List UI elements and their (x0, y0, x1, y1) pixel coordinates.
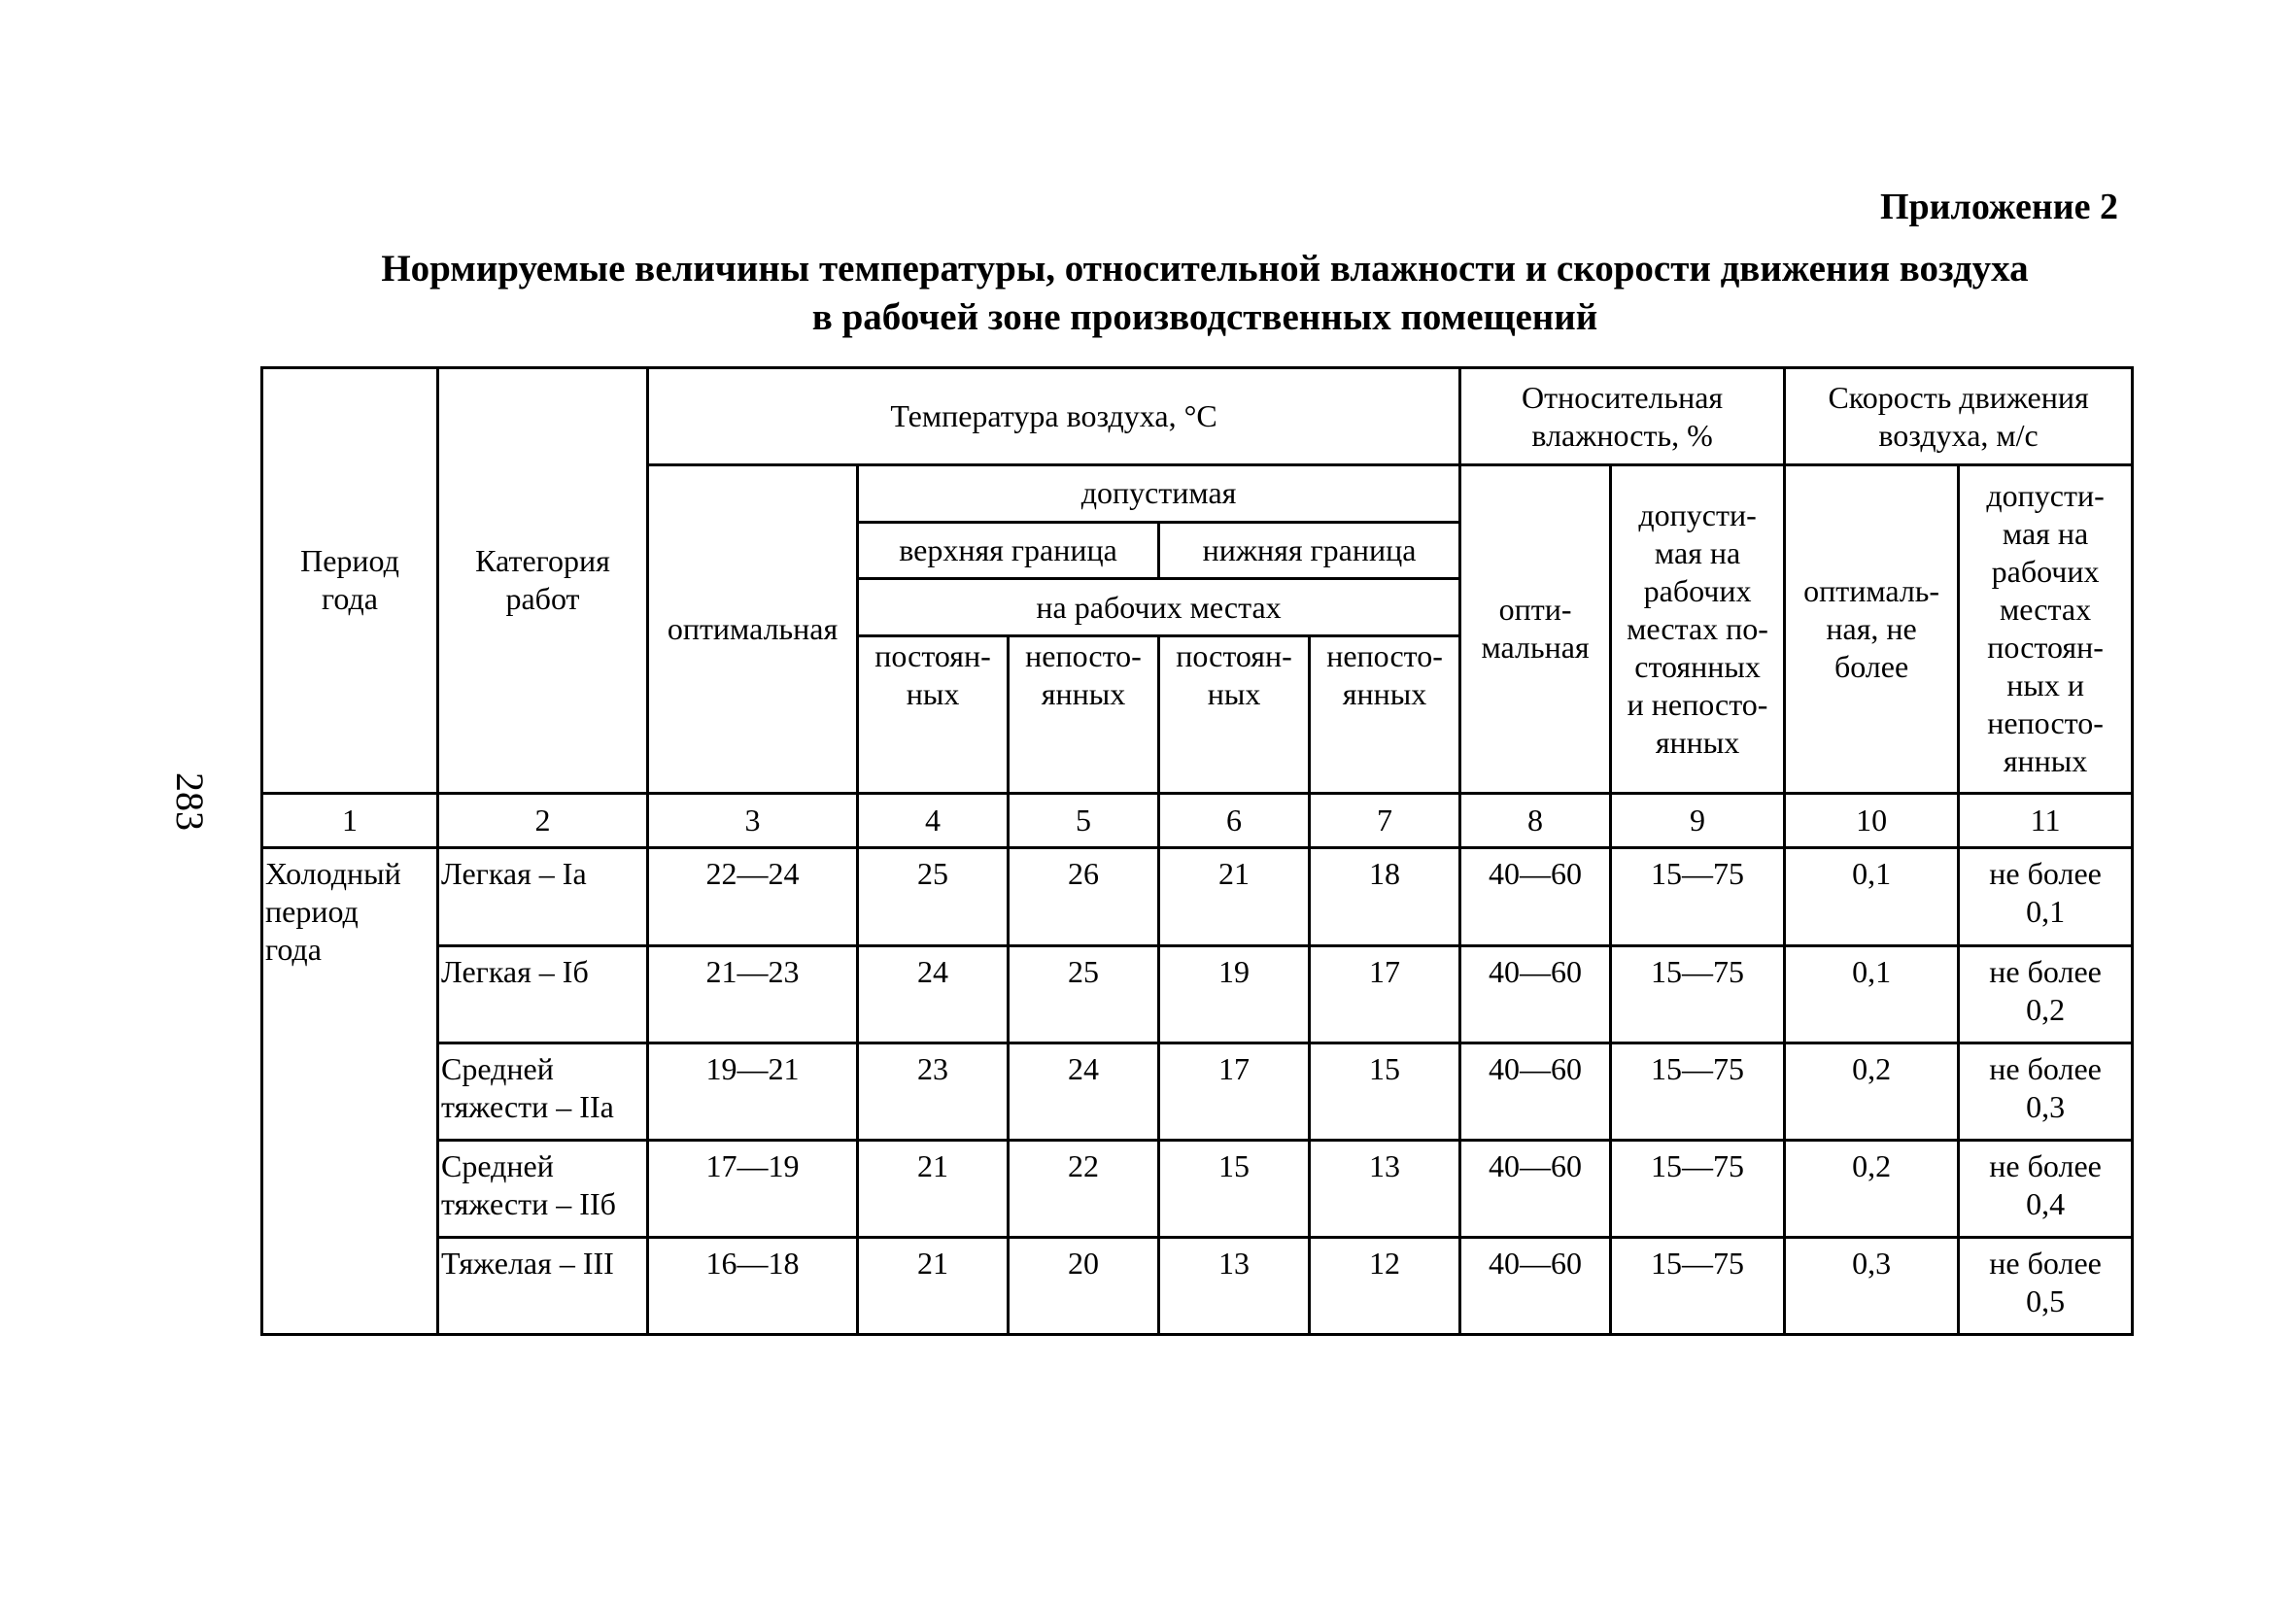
norms-table (260, 366, 2134, 1336)
header-speed-optimal-line: оптималь- (1803, 572, 1940, 608)
lower-nonpermanent-cell: 17 (1310, 945, 1460, 1043)
category-cell (438, 945, 648, 1043)
speed-allowed-cell (1959, 1043, 2133, 1140)
speed-allowed-cell (1959, 1140, 2133, 1237)
header-humidity-line: Относительная (1521, 379, 1724, 415)
temp-optimal-cell: 22—24 (648, 848, 858, 945)
lower-nonpermanent-cell: 15 (1310, 1043, 1460, 1140)
header-lower-nonpermanent (1310, 636, 1460, 794)
upper-permanent-cell: 23 (858, 1043, 1009, 1140)
column-number: 2 (438, 793, 648, 848)
humidity-allowed-cell: 15—75 (1611, 1237, 1785, 1334)
category-cell (438, 1237, 648, 1334)
header-lower-permanent (1159, 636, 1310, 794)
header-speed-line: воздуха, м/с (1878, 417, 2039, 453)
header-speed-allowed-line: мая на (2002, 516, 2089, 552)
speed-allowed-line: 0,3 (2026, 1088, 2066, 1124)
humidity-allowed-cell: 15—75 (1611, 1043, 1785, 1140)
period-cell (262, 848, 438, 1335)
speed-allowed-line: 0,1 (2026, 894, 2066, 930)
column-number: 8 (1460, 793, 1611, 848)
table-row (262, 848, 2133, 945)
category-line: Легкая – Iб (441, 953, 589, 989)
upper-permanent-cell: 21 (858, 1140, 1009, 1237)
page-number: 283 (168, 772, 212, 831)
header-upper-permanent (858, 636, 1009, 794)
upper-permanent-cell: 21 (858, 1237, 1009, 1334)
header-lower-bound: нижняя граница (1159, 522, 1460, 579)
speed-allowed-cell (1959, 1237, 2133, 1334)
humidity-optimal-cell: 40—60 (1460, 848, 1611, 945)
temp-optimal-cell: 17—19 (648, 1140, 858, 1237)
table-row (262, 945, 2133, 1043)
column-number: 4 (858, 793, 1009, 848)
header-humidity (1460, 368, 1785, 465)
header-permanent-line: ных (906, 676, 960, 712)
table-row (262, 1237, 2133, 1334)
temp-optimal-cell: 16—18 (648, 1237, 858, 1334)
header-speed-optimal-line: ная, не (1826, 610, 1917, 646)
header-speed-allowed (1959, 465, 2133, 794)
header-speed-line: Скорость движения (1828, 379, 2089, 415)
speed-optimal-cell: 0,2 (1785, 1043, 1959, 1140)
header-speed-allowed-line: местах (2000, 592, 2092, 628)
header-speed-allowed-line: рабочих (1991, 554, 2100, 590)
header-hum-allowed-line: местах по- (1627, 610, 1768, 646)
header-humidity-line: влажность, % (1531, 417, 1713, 453)
header-speed-allowed-line: янных (2003, 743, 2088, 779)
table-row (262, 1043, 2133, 1140)
header-upper-nonpermanent (1009, 636, 1159, 794)
speed-allowed-cell (1959, 848, 2133, 945)
header-speed-allowed-line: допусти- (1986, 478, 2105, 514)
humidity-optimal-cell: 40—60 (1460, 1140, 1611, 1237)
header-speed-allowed-line: постоян- (1987, 630, 2104, 666)
upper-nonpermanent-cell: 26 (1009, 848, 1159, 945)
column-number: 11 (1959, 793, 2133, 848)
column-number: 3 (648, 793, 858, 848)
lower-permanent-cell: 21 (1159, 848, 1310, 945)
header-hum-optimal (1460, 465, 1611, 794)
humidity-optimal-cell: 40—60 (1460, 1237, 1611, 1334)
category-line: Средней (441, 1147, 554, 1183)
category-line: Тяжелая – III (441, 1245, 614, 1281)
header-speed (1785, 368, 2133, 465)
column-number: 9 (1611, 793, 1785, 848)
temp-optimal-cell: 21—23 (648, 945, 858, 1043)
column-number: 7 (1310, 793, 1460, 848)
category-cell (438, 848, 648, 945)
header-hum-allowed-line: янных (1655, 724, 1740, 760)
title-line-1: Нормируемые величины температуры, относительной влажности и скорости движения воздуха (381, 248, 2029, 290)
upper-permanent-cell: 25 (858, 848, 1009, 945)
header-permanent-line: ных (1207, 676, 1261, 712)
header-speed-allowed-line: непосто- (1987, 705, 2104, 741)
speed-allowed-line: не более (1989, 1147, 2102, 1183)
category-line: Легкая – Iа (441, 856, 587, 892)
speed-optimal-cell: 0,1 (1785, 945, 1959, 1043)
upper-nonpermanent-cell: 20 (1009, 1237, 1159, 1334)
appendix-label: Приложение 2 (1879, 187, 2118, 227)
humidity-allowed-cell: 15—75 (1611, 848, 1785, 945)
header-hum-allowed-line: стоянных (1634, 648, 1761, 684)
upper-nonpermanent-cell: 25 (1009, 945, 1159, 1043)
document-title (291, 245, 2118, 342)
lower-permanent-cell: 19 (1159, 945, 1310, 1043)
speed-allowed-line: 0,2 (2026, 991, 2066, 1027)
header-permanent-line: постоян- (874, 638, 991, 674)
category-line: Средней (441, 1050, 554, 1086)
header-hum-allowed-line: допусти- (1638, 496, 1757, 532)
category-line: тяжести – IIа (441, 1088, 614, 1124)
lower-permanent-cell: 13 (1159, 1237, 1310, 1334)
header-category (438, 368, 648, 794)
speed-allowed-cell (1959, 945, 2133, 1043)
header-temp-optimal: оптимальная (648, 465, 858, 794)
header-speed-optimal-line: более (1833, 648, 1909, 684)
upper-permanent-cell: 24 (858, 945, 1009, 1043)
header-permanent-line: постоян- (1176, 638, 1292, 674)
header-temperature: Температура воздуха, °С (648, 368, 1460, 465)
speed-optimal-cell: 0,1 (1785, 848, 1959, 945)
header-hum-allowed-line: и непосто- (1627, 686, 1768, 722)
period-line: года (265, 932, 322, 968)
header-category-line: работ (505, 581, 580, 617)
title-line-2: в рабочей зоне производственных помещений (811, 296, 1598, 338)
header-period-line: года (322, 581, 378, 617)
humidity-optimal-cell: 40—60 (1460, 945, 1611, 1043)
header-hum-optimal-line: мальная (1481, 630, 1590, 666)
lower-permanent-cell: 17 (1159, 1043, 1310, 1140)
header-nonpermanent-line: непосто- (1326, 638, 1443, 674)
speed-allowed-line: не более (1989, 856, 2102, 892)
humidity-allowed-cell: 15—75 (1611, 945, 1785, 1043)
humidity-allowed-cell: 15—75 (1611, 1140, 1785, 1237)
speed-allowed-line: 0,4 (2026, 1185, 2066, 1221)
header-period (262, 368, 438, 794)
header-nonpermanent-line: янных (1342, 676, 1427, 712)
header-speed-allowed-line: ных и (2006, 667, 2084, 703)
header-upper-bound: верхняя граница (858, 522, 1159, 579)
column-number: 1 (262, 793, 438, 848)
period-line: период (265, 894, 359, 930)
header-speed-optimal (1785, 465, 1959, 794)
temp-optimal-cell: 19—21 (648, 1043, 858, 1140)
period-line: Холодный (265, 856, 401, 892)
speed-allowed-line: не более (1989, 1050, 2102, 1086)
speed-allowed-line: не более (1989, 953, 2102, 989)
upper-nonpermanent-cell: 24 (1009, 1043, 1159, 1140)
header-hum-allowed-line: рабочих (1643, 572, 1752, 608)
header-period-line: Период (300, 543, 399, 579)
category-cell (438, 1043, 648, 1140)
column-number-row (262, 793, 2133, 848)
humidity-optimal-cell: 40—60 (1460, 1043, 1611, 1140)
speed-allowed-line: 0,5 (2026, 1282, 2066, 1318)
column-number: 10 (1785, 793, 1959, 848)
speed-allowed-line: не более (1989, 1245, 2102, 1281)
header-category-line: Категория (475, 543, 610, 579)
header-nonpermanent-line: янных (1041, 676, 1126, 712)
lower-permanent-cell: 15 (1159, 1140, 1310, 1237)
header-temp-allowed: допустимая (858, 465, 1460, 523)
lower-nonpermanent-cell: 13 (1310, 1140, 1460, 1237)
header-hum-allowed-line: мая на (1654, 534, 1741, 570)
header-nonpermanent-line: непосто- (1025, 638, 1142, 674)
category-cell (438, 1140, 648, 1237)
column-number: 6 (1159, 793, 1310, 848)
speed-optimal-cell: 0,3 (1785, 1237, 1959, 1334)
category-line: тяжести – IIб (441, 1185, 616, 1221)
table-row (262, 1140, 2133, 1237)
speed-optimal-cell: 0,2 (1785, 1140, 1959, 1237)
lower-nonpermanent-cell: 18 (1310, 848, 1460, 945)
upper-nonpermanent-cell: 22 (1009, 1140, 1159, 1237)
column-number: 5 (1009, 793, 1159, 848)
header-hum-allowed (1611, 465, 1785, 794)
lower-nonpermanent-cell: 12 (1310, 1237, 1460, 1334)
header-at-workplaces: на рабочих местах (858, 579, 1460, 636)
header-hum-optimal-line: опти- (1498, 592, 1572, 628)
